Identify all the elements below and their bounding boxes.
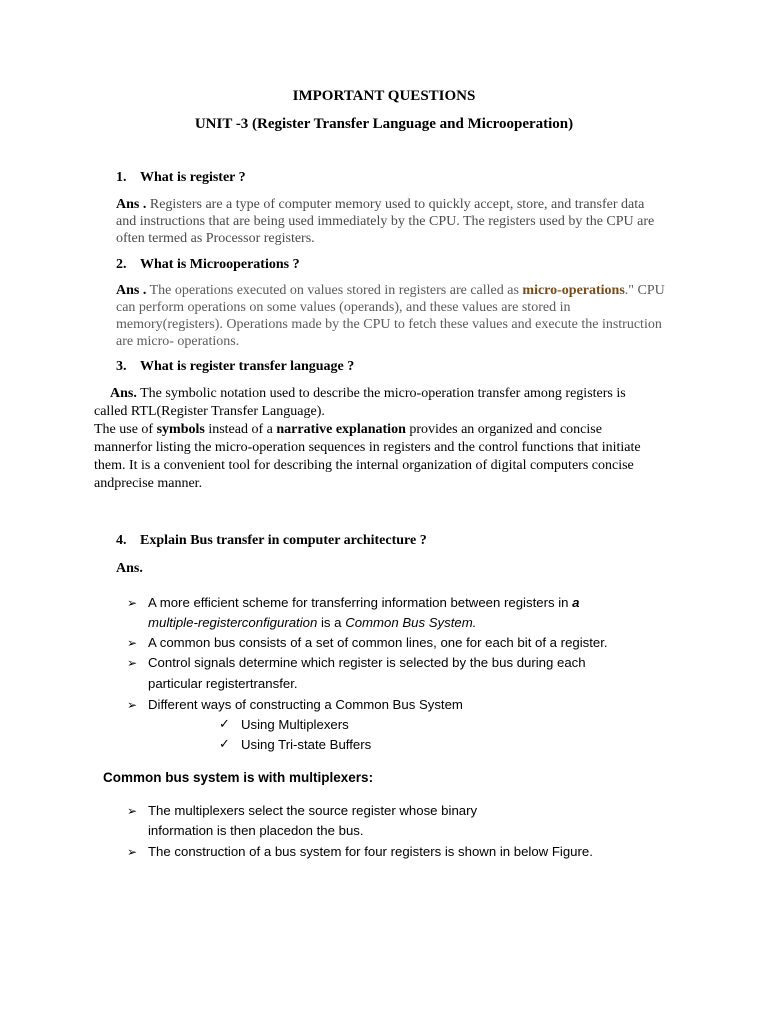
question-text: What is Microoperations ? [140, 257, 300, 272]
answer-1-line-3: often termed as Processor registers. [116, 231, 315, 246]
check-icon: ✓ [219, 716, 230, 731]
bullet-emphasis: Common Bus System. [345, 615, 477, 630]
bullet-emphasis: multiple-registerconfiguration [148, 615, 318, 630]
question-number: 1. [116, 170, 127, 185]
question-number: 4. [116, 533, 127, 548]
answer-4-label: Ans. [116, 561, 143, 576]
answer-3-line-1 [110, 385, 626, 402]
answer-text: ." CPU [624, 283, 665, 298]
bus-bullet-3-line-2: particular registertransfer. [148, 676, 298, 691]
check-item-2: Using Tri-state Buffers [241, 737, 372, 752]
answer-2-line-4: are micro- operations. [116, 334, 240, 349]
bullet-emphasis: a [572, 595, 580, 610]
page-subtitle: UNIT -3 (Register Transfer Language and Microoperation) [194, 116, 574, 132]
question-text: What is register transfer language ? [140, 359, 355, 374]
question-2 [116, 257, 300, 273]
answer-bold-term: symbols [156, 422, 205, 437]
bullet-text: is a [317, 615, 346, 630]
answer-3-line-2: called RTL(Register Transfer Language). [94, 404, 325, 419]
check-item-1: Using Multiplexers [241, 717, 349, 732]
question-text: Explain Bus transfer in computer architecture ? [140, 533, 427, 548]
arrow-bullet-icon: ➢ [127, 698, 138, 712]
bus-bullet-1-line-1 [148, 595, 580, 610]
answer-label: Ans . [116, 283, 147, 298]
answer-3-line-4: mannerfor listing the micro-operation sequences in registers and the control functions that initiate [94, 440, 641, 455]
answer-2-line-2: can perform operations on some values (operands), and these values are stored in [116, 300, 571, 315]
answer-text: provides an organized and concise [405, 422, 602, 437]
answer-3-line-6: andprecise manner. [94, 476, 203, 491]
arrow-bullet-icon: ➢ [127, 636, 138, 650]
mux-bullet-2: The construction of a bus system for four registers is shown in below Figure. [148, 844, 593, 859]
bus-bullet-4: Different ways of constructing a Common Bus System [148, 697, 463, 712]
mux-bullet-1-line-2: information is then placedon the bus. [148, 823, 364, 838]
bus-bullet-2: A common bus consists of a set of common lines, one for each bit of a register. [148, 635, 608, 650]
bus-bullet-3-line-1: Control signals determine which register is selected by the bus during each [148, 655, 586, 670]
answer-1-line-2: and instructions that are being used immediately by the CPU. The registers used by the CPU are [116, 214, 655, 229]
answer-label: Ans . [116, 197, 147, 212]
answer-text: instead of a [204, 422, 277, 437]
question-4 [116, 533, 427, 549]
bullet-text: A more efficient scheme for transferring information between registers in [148, 595, 573, 610]
mux-bullet-1-line-1: The multiplexers select the source register whose binary [148, 803, 478, 818]
answer-2-line-3: memory(registers). Operations made by the CPU to fetch these values and execute the instruction [116, 317, 662, 332]
question-text: What is register ? [140, 170, 246, 185]
answer-text: The operations executed on values stored in registers are called as [146, 283, 523, 298]
answer-text: The use of [94, 422, 157, 437]
mux-heading: Common bus system is with multiplexers: [103, 770, 374, 785]
answer-3-line-5: them. It is a convenient tool for describing the internal organization of digital computers concise [94, 458, 634, 473]
check-icon: ✓ [219, 736, 230, 751]
question-number: 3. [116, 359, 127, 374]
arrow-bullet-icon: ➢ [127, 804, 138, 818]
question-number: 2. [116, 257, 127, 272]
answer-text: Registers are a type of computer memory used to quickly accept, store, and transfer data [146, 197, 645, 212]
answer-label: Ans. [110, 386, 137, 401]
arrow-bullet-icon: ➢ [127, 845, 138, 859]
question-1 [116, 170, 246, 186]
arrow-bullet-icon: ➢ [127, 656, 138, 670]
answer-1-line-1 [116, 196, 644, 213]
bus-bullet-1-line-2 [148, 615, 476, 630]
answer-bold-term: micro-operations [522, 283, 625, 298]
answer-text: The symbolic notation used to describe the micro-operation transfer among registers is [136, 386, 626, 401]
answer-bold-term: narrative explanation [276, 422, 406, 437]
answer-3-line-3 [94, 421, 602, 438]
answer-2-line-1 [116, 282, 665, 299]
arrow-bullet-icon: ➢ [127, 596, 138, 610]
page-title: IMPORTANT QUESTIONS [292, 88, 476, 104]
question-3 [116, 359, 354, 375]
